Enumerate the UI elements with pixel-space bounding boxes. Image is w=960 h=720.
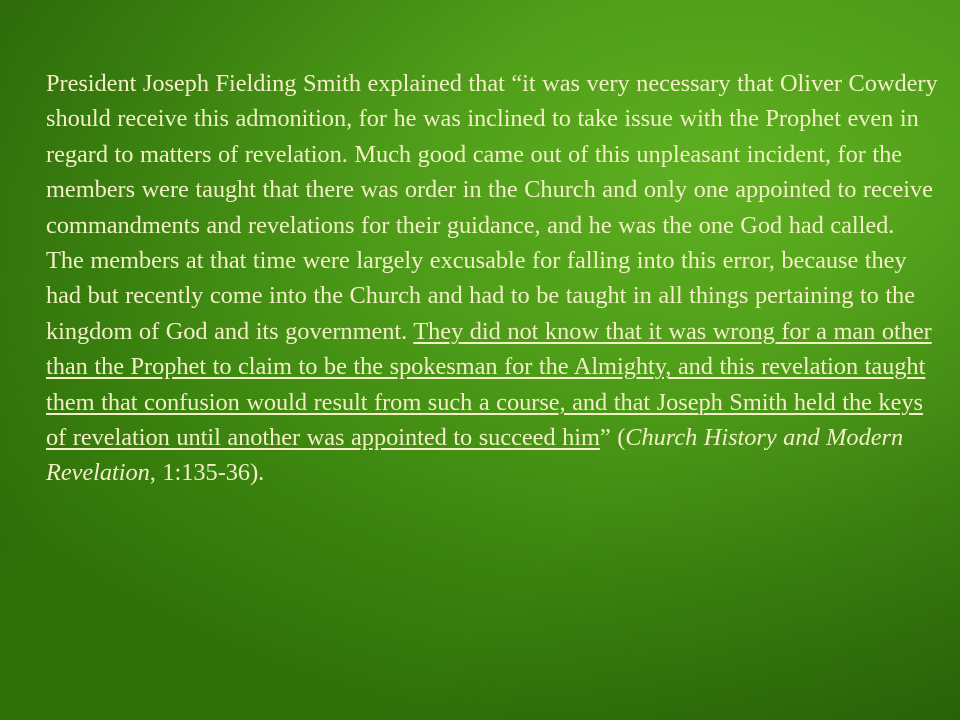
quote-emphasis-text: They did not know that it was wrong for a man other than the Prophet to claim to be the spokesman for the Almighty, and this revelation taught them that confusion would result from such a course, and that Joseph Smith held the keys of revelation until another was appointed to succeed him xyxy=(46,317,932,452)
quote-lead-text: President Joseph Fielding Smith explained that “it was very necessary that Oliver Cowdery should receive this admonition, for he was inclined to take issue with the Prophet even in regard to matters of revelation. Much good came out of this unpleasant incident, for the members were taught that there was order in the Church and only one appointed to receive commandments and revelations for their guidance, and he was the one God had called. The members at that time were largely excusable for falling into this error, because they had but recently come into the Church and had to be taught in all things pertaining to the kingdom of God and its government. xyxy=(46,70,938,345)
quote-close-mark: ” ( xyxy=(599,424,626,452)
source-title: Church History and Modern Revelation xyxy=(46,424,904,487)
quote-block xyxy=(46,66,938,491)
quote-paragraph xyxy=(46,66,938,491)
source-reference: , 1:135-36). xyxy=(149,459,265,487)
